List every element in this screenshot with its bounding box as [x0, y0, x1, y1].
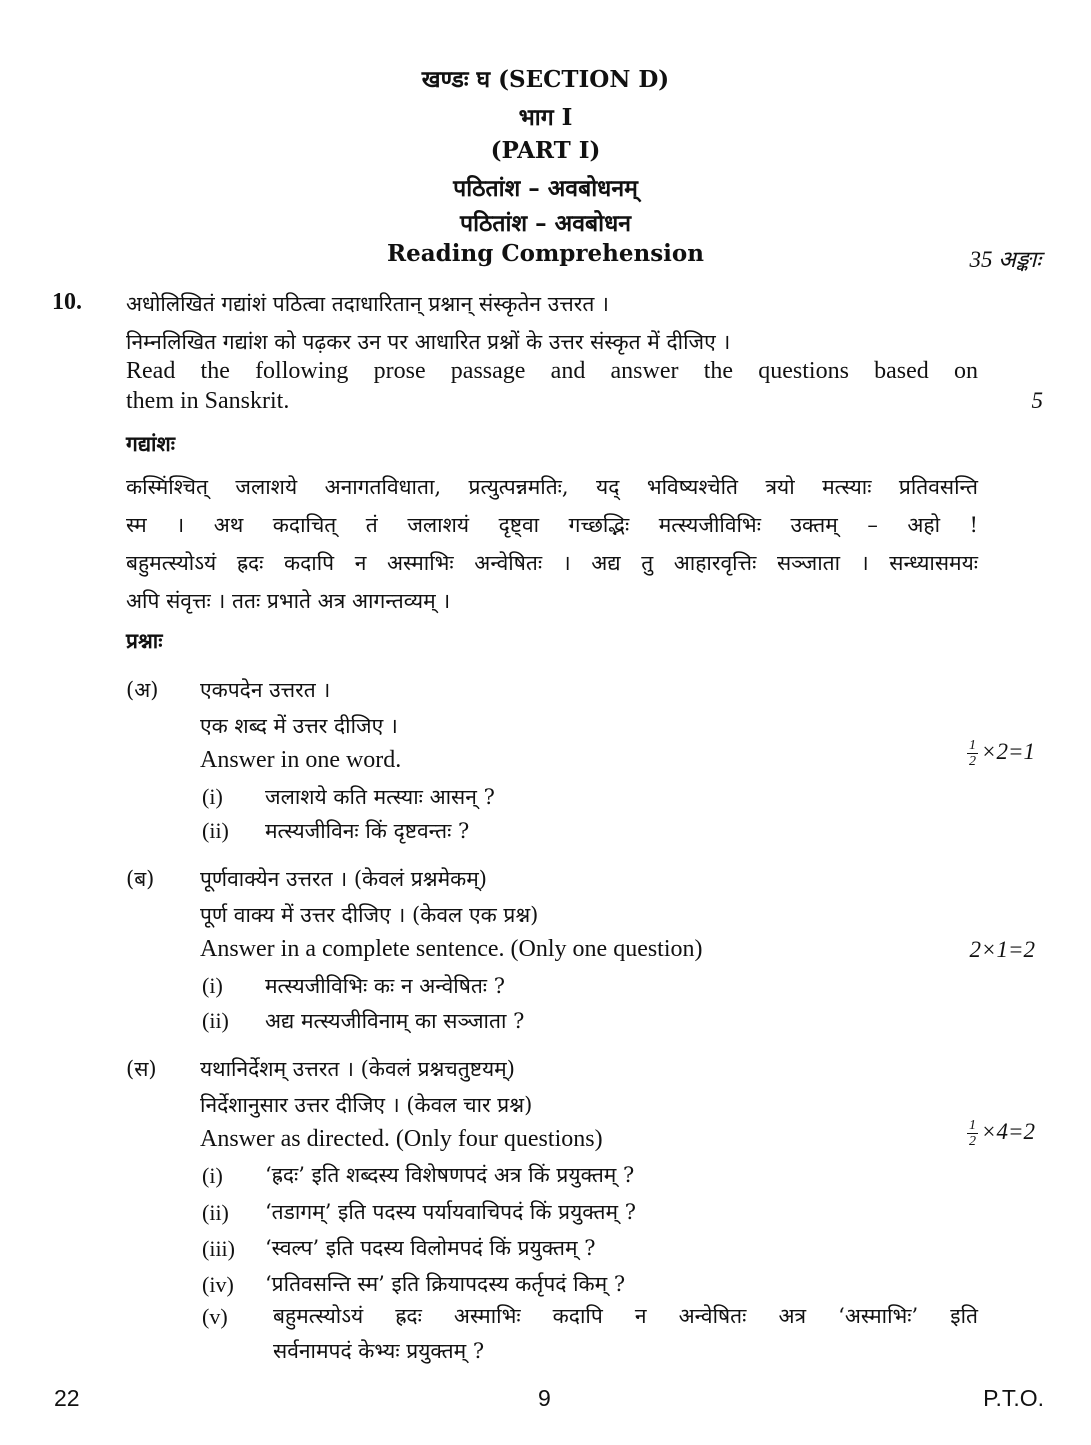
part-b-instruction-english: Answer in a complete sentence. (Only one question)	[200, 936, 703, 962]
title-english: Reading Comprehension	[387, 240, 704, 267]
part-b-instruction-sanskrit: पूर्णवाक्येन उत्तरत । (केवलं प्रश्नमेकम्)	[200, 867, 488, 891]
passage-line-2: स्म । अथ कदाचित् तं जलाशयं दृष्ट्वा गच्छद्भिः मत्स्यजीविभिः उक्तम् – अहो !	[126, 513, 978, 537]
part-c-item-1-text: ‘ह्रदः’ इति शब्दस्य विशेषणपदं अत्र किं प्रयुक्तम् ?	[265, 1163, 635, 1187]
part-c-label: (स)	[126, 1057, 157, 1081]
page-number: 9	[538, 1385, 551, 1411]
part-b-item-1-number: (i)	[202, 973, 223, 998]
question-marks: 5	[1031, 388, 1043, 413]
part-c-marks: $\frac{1}{2}$ ×4=2	[968, 1118, 1035, 1149]
part-b-item-2-text: अद्य मत्स्यजीविनाम् का सञ्जाता ?	[265, 1009, 525, 1033]
part-c-item-3-number: (iii)	[202, 1236, 235, 1261]
part-b-marks: 2×1=2	[969, 937, 1035, 962]
part-a-instruction-english: Answer in one word.	[200, 747, 402, 773]
part-c-item-4-number: (iv)	[202, 1272, 234, 1297]
section-heading: खण्डः घ (SECTION D)	[421, 66, 670, 93]
part-c-item-2-number: (ii)	[202, 1200, 229, 1225]
question-number: 10.	[52, 289, 82, 315]
passage-line-4: अपि संवृत्तः । ततः प्रभाते अत्र आगन्तव्यम् ।	[126, 589, 451, 613]
part-c-item-3-text: ‘स्वल्प’ इति पदस्य विलोमपदं किं प्रयुक्तम् ?	[265, 1236, 596, 1260]
part-a-item-2-text: मत्स्यजीविनः किं दृष्टवन्तः ?	[265, 819, 470, 843]
part-b-item-1-text: मत्स्यजीविभिः कः न अन्वेषितः ?	[265, 974, 505, 998]
part-heading-hindi: भाग I	[518, 104, 573, 131]
part-b-label: (ब)	[126, 867, 155, 891]
instruction-english-line2: them in Sanskrit.	[126, 388, 290, 414]
part-a-item-1-text: जलाशये कति मत्स्याः आसन् ?	[265, 785, 495, 809]
part-heading-english: (PART I)	[490, 137, 601, 164]
passage-line-3: बहुमत्स्योऽयं ह्रदः कदापि न अस्माभिः अन्वेषितः । अद्य तु आहारवृत्तिः सञ्जाता । सन्ध्यासमयः	[126, 551, 978, 575]
part-a-instruction-hindi: एक शब्द में उत्तर दीजिए ।	[200, 714, 398, 738]
passage-line-1: कस्मिंश्चित् जलाशये अनागतविधाता, प्रत्युत्पन्नमतिः, यद् भविष्यश्चेति त्रयो मत्स्याः प्रतिवसन्ति	[126, 475, 978, 499]
part-c-item-2-text: ‘तडागम्’ इति पदस्य पर्यायवाचिपदं किं प्रयुक्तम् ?	[265, 1200, 637, 1224]
title-sanskrit: पठितांश – अवबोधनम्	[453, 175, 638, 202]
part-c-instruction-english: Answer as directed. (Only four questions)	[200, 1126, 603, 1152]
instruction-hindi: निम्नलिखित गद्यांश को पढ़कर उन पर आधारित प्रश्नों के उत्तर संस्कृत में दीजिए ।	[126, 330, 731, 354]
part-c-instruction-sanskrit: यथानिर्देशम् उत्तरत । (केवलं प्रश्नचतुष्टयम्)	[200, 1057, 515, 1081]
instruction-sanskrit: अधोलिखितं गद्यांशं पठित्वा तदाधारितान् प्रश्नान् संस्कृतेन उत्तरत ।	[126, 292, 609, 316]
instruction-english-line1: Read the following prose passage and answer the questions based on	[126, 358, 978, 384]
part-c-item-5-number: (v)	[202, 1304, 228, 1329]
total-marks: 35 अङ्काः	[969, 247, 1041, 272]
part-a-item-2-number: (ii)	[202, 818, 229, 843]
please-turn-over: P.T.O.	[983, 1385, 1044, 1411]
part-c-instruction-hindi: निर्देशानुसार उत्तर दीजिए । (केवल चार प्रश्न)	[200, 1093, 533, 1117]
part-c-item-5-text-line1: बहुमत्स्योऽयं ह्रदः अस्माभिः कदापि न अन्वेषितः अत्र ‘अस्माभिः’ इति	[273, 1304, 978, 1328]
part-a-instruction-sanskrit: एकपदेन उत्तरत ।	[200, 678, 331, 702]
part-b-instruction-hindi: पूर्ण वाक्य में उत्तर दीजिए । (केवल एक प्रश्न)	[200, 903, 539, 927]
part-b-item-2-number: (ii)	[202, 1008, 229, 1033]
part-c-item-4-text: ‘प्रतिवसन्ति स्म’ इति क्रियापदस्य कर्तृपदं किम् ?	[265, 1272, 626, 1296]
part-a-item-1-number: (i)	[202, 784, 223, 809]
part-c-item-1-number: (i)	[202, 1163, 223, 1188]
part-a-label: (अ)	[126, 678, 159, 702]
part-a-marks: $\frac{1}{2}$ ×2=1	[968, 738, 1035, 769]
title-hindi: पठितांश – अवबोधन	[460, 210, 631, 237]
passage-label: गद्यांशः	[126, 431, 176, 456]
paper-code: 22	[54, 1385, 80, 1411]
part-c-item-5-text-line2: सर्वनामपदं केभ्यः प्रयुक्तम् ?	[273, 1339, 485, 1363]
questions-label: प्रश्नाः	[126, 628, 163, 653]
